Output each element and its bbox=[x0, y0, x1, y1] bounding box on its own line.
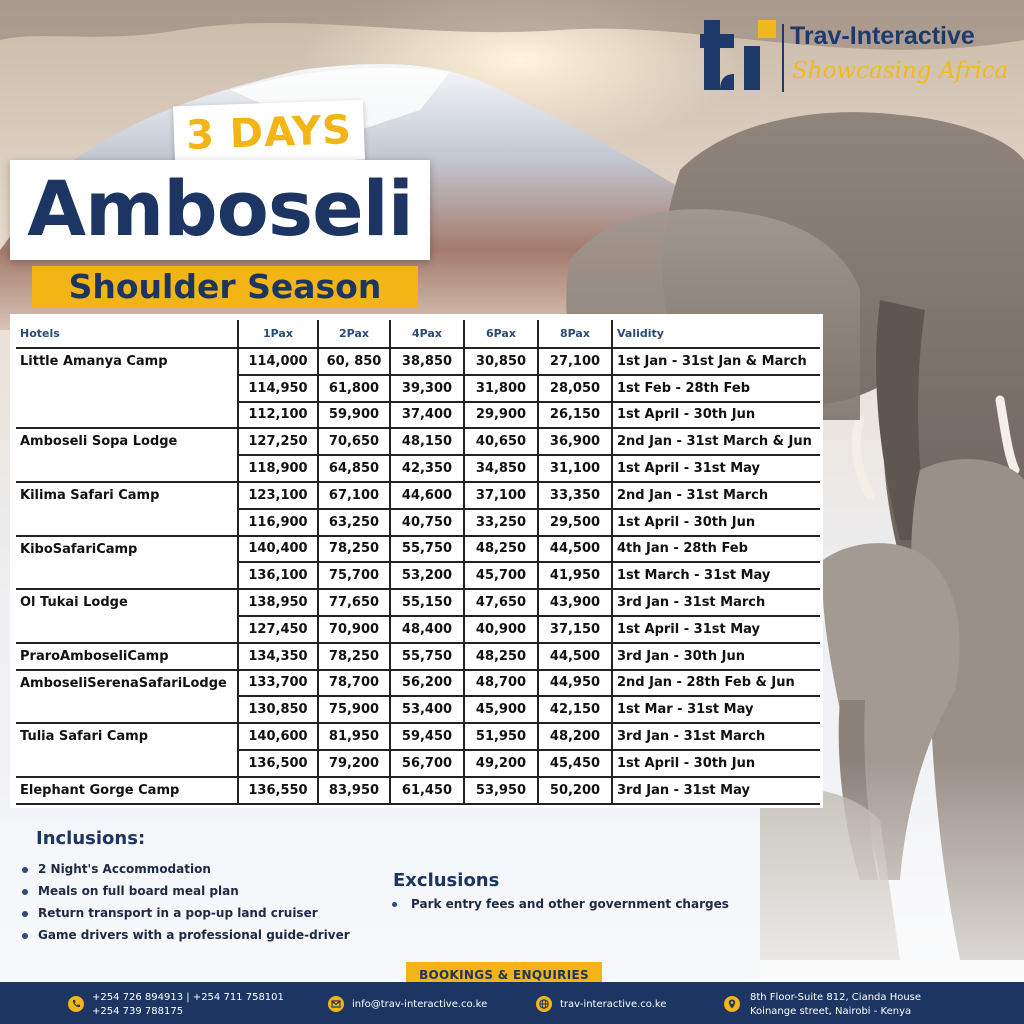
rate-cell-p2: 67,100 bbox=[318, 482, 390, 509]
rate-cell-p1: 127,450 bbox=[238, 616, 318, 643]
rate-cell-p6: 48,250 bbox=[464, 643, 538, 670]
rate-cell-p4: 40,750 bbox=[390, 509, 464, 536]
rate-cell-p8: 31,100 bbox=[538, 455, 612, 482]
rate-cell-p4: 39,300 bbox=[390, 375, 464, 402]
brand-tagline: Showcasing Africa bbox=[792, 58, 1009, 84]
rate-cell-p2: 83,950 bbox=[318, 777, 390, 804]
rate-cell-p8: 29,500 bbox=[538, 509, 612, 536]
rate-cell-p4: 61,450 bbox=[390, 777, 464, 804]
ti-logo-mark bbox=[700, 18, 778, 92]
bullet-icon bbox=[22, 933, 28, 939]
rate-cell-p2: 64,850 bbox=[318, 455, 390, 482]
rate-cell-p8: 43,900 bbox=[538, 589, 612, 616]
website-link[interactable]: trav-interactive.co.ke bbox=[560, 999, 667, 1010]
location-pin-icon bbox=[724, 996, 740, 1012]
rate-cell-p2: 70,650 bbox=[318, 428, 390, 455]
rate-cell-p1: 133,700 bbox=[238, 670, 318, 697]
hotel-name-cell: KiboSafariCamp bbox=[16, 536, 238, 590]
table-row bbox=[16, 589, 820, 616]
season-title: Shoulder Season bbox=[68, 267, 382, 306]
validity-cell: 1st Jan - 31st Jan & March bbox=[612, 348, 820, 375]
exclusion-text: Park entry fees and other government charges bbox=[411, 897, 729, 911]
validity-cell: 1st April - 30th Jun bbox=[612, 402, 820, 429]
rate-cell-p1: 136,100 bbox=[238, 562, 318, 589]
validity-cell: 1st April - 30th Jun bbox=[612, 750, 820, 777]
hotel-name-cell: Ol Tukai Lodge bbox=[16, 589, 238, 643]
address-line1: 8th Floor-Suite 812, Cianda House bbox=[750, 992, 922, 1003]
rate-cell-p6: 53,950 bbox=[464, 777, 538, 804]
rate-cell-p8: 42,150 bbox=[538, 696, 612, 723]
rate-cell-p1: 114,000 bbox=[238, 348, 318, 375]
address-line2: Koinange street, Nairobi - Kenya bbox=[750, 1006, 912, 1017]
email-icon bbox=[328, 996, 344, 1012]
table-row bbox=[16, 777, 820, 804]
validity-cell: 1st March - 31st May bbox=[612, 562, 820, 589]
rate-cell-p8: 41,950 bbox=[538, 562, 612, 589]
validity-cell: 3rd Jan - 30th Jun bbox=[612, 643, 820, 670]
phone-numbers-line1[interactable]: +254 726 894913 | +254 711 758101 bbox=[92, 992, 284, 1003]
rate-cell-p2: 60, 850 bbox=[318, 348, 390, 375]
phone-icon bbox=[68, 996, 84, 1012]
rate-cell-p4: 55,750 bbox=[390, 643, 464, 670]
rate-cell-p8: 48,200 bbox=[538, 723, 612, 750]
rate-cell-p6: 31,800 bbox=[464, 375, 538, 402]
rate-cell-p4: 55,750 bbox=[390, 536, 464, 563]
validity-cell: 3rd Jan - 31st May bbox=[612, 777, 820, 804]
phone-numbers-line2[interactable]: +254 739 788175 bbox=[92, 1006, 184, 1017]
hotel-name-cell: AmboseliSerenaSafariLodge bbox=[16, 670, 238, 724]
rate-cell-p1: 116,900 bbox=[238, 509, 318, 536]
rate-cell-p4: 53,200 bbox=[390, 562, 464, 589]
hotel-name-cell: Tulia Safari Camp bbox=[16, 723, 238, 777]
bullet-icon bbox=[22, 867, 28, 873]
column-header-6pax: 6Pax bbox=[464, 320, 538, 348]
rate-cell-p6: 29,900 bbox=[464, 402, 538, 429]
rate-cell-p4: 53,400 bbox=[390, 696, 464, 723]
rate-cell-p2: 63,250 bbox=[318, 509, 390, 536]
rate-cell-p8: 50,200 bbox=[538, 777, 612, 804]
validity-cell: 2nd Jan - 28th Feb & Jun bbox=[612, 670, 820, 697]
validity-cell: 2nd Jan - 31st March & Jun bbox=[612, 428, 820, 455]
rate-cell-p4: 38,850 bbox=[390, 348, 464, 375]
rate-cell-p2: 78,250 bbox=[318, 643, 390, 670]
bullet-icon bbox=[22, 911, 28, 917]
rate-cell-p6: 48,250 bbox=[464, 536, 538, 563]
email-link[interactable]: info@trav-interactive.co.ke bbox=[352, 999, 488, 1010]
rate-cell-p8: 36,900 bbox=[538, 428, 612, 455]
hotel-name-cell: Little Amanya Camp bbox=[16, 348, 238, 428]
rate-cell-p6: 45,900 bbox=[464, 696, 538, 723]
inclusion-text: Game drivers with a professional guide-driver bbox=[38, 928, 350, 942]
rate-cell-p1: 118,900 bbox=[238, 455, 318, 482]
rate-cell-p8: 33,350 bbox=[538, 482, 612, 509]
rate-cell-p6: 47,650 bbox=[464, 589, 538, 616]
validity-cell: 4th Jan - 28th Feb bbox=[612, 536, 820, 563]
validity-cell: 1st April - 31st May bbox=[612, 455, 820, 482]
table-row bbox=[16, 482, 820, 509]
rate-cell-p8: 44,500 bbox=[538, 643, 612, 670]
inclusions-list bbox=[22, 858, 350, 946]
rate-cell-p6: 37,100 bbox=[464, 482, 538, 509]
rate-cell-p4: 56,200 bbox=[390, 670, 464, 697]
rate-cell-p1: 140,400 bbox=[238, 536, 318, 563]
rate-cell-p6: 48,700 bbox=[464, 670, 538, 697]
rate-cell-p1: 114,950 bbox=[238, 375, 318, 402]
rate-cell-p2: 78,700 bbox=[318, 670, 390, 697]
rate-cell-p6: 51,950 bbox=[464, 723, 538, 750]
rate-cell-p6: 40,900 bbox=[464, 616, 538, 643]
bullet-icon bbox=[22, 889, 28, 895]
rate-cell-p1: 123,100 bbox=[238, 482, 318, 509]
validity-cell: 2nd Jan - 31st March bbox=[612, 482, 820, 509]
rate-cell-p1: 112,100 bbox=[238, 402, 318, 429]
bullet-icon bbox=[392, 902, 397, 907]
column-header-validity: Validity bbox=[612, 320, 820, 348]
validity-cell: 1st Feb - 28th Feb bbox=[612, 375, 820, 402]
rate-cell-p2: 75,900 bbox=[318, 696, 390, 723]
list-item bbox=[22, 858, 350, 880]
rate-cell-p1: 127,250 bbox=[238, 428, 318, 455]
rate-cell-p6: 45,700 bbox=[464, 562, 538, 589]
rate-cell-p2: 77,650 bbox=[318, 589, 390, 616]
rate-cell-p8: 28,050 bbox=[538, 375, 612, 402]
rate-cell-p4: 44,600 bbox=[390, 482, 464, 509]
table-row bbox=[16, 428, 820, 455]
column-header-1pax: 1Pax bbox=[238, 320, 318, 348]
logo-divider bbox=[782, 24, 784, 92]
rate-cell-p6: 33,250 bbox=[464, 509, 538, 536]
rate-cell-p2: 70,900 bbox=[318, 616, 390, 643]
validity-cell: 3rd Jan - 31st March bbox=[612, 723, 820, 750]
rate-cell-p4: 42,350 bbox=[390, 455, 464, 482]
list-item bbox=[22, 924, 350, 946]
rate-cell-p8: 44,500 bbox=[538, 536, 612, 563]
rate-cell-p6: 40,650 bbox=[464, 428, 538, 455]
rate-cell-p4: 37,400 bbox=[390, 402, 464, 429]
duration-badge bbox=[173, 100, 365, 167]
brand-logo bbox=[700, 18, 1009, 98]
list-item bbox=[22, 880, 350, 902]
validity-cell: 1st April - 31st May bbox=[612, 616, 820, 643]
list-item bbox=[392, 895, 729, 913]
rates-table bbox=[16, 320, 820, 805]
rate-cell-p2: 59,900 bbox=[318, 402, 390, 429]
brand-name: Trav-Interactive bbox=[790, 22, 975, 50]
rate-cell-p4: 55,150 bbox=[390, 589, 464, 616]
bookings-label: BOOKINGS & ENQUIRIES bbox=[419, 968, 589, 982]
rate-cell-p8: 27,100 bbox=[538, 348, 612, 375]
rate-cell-p2: 78,250 bbox=[318, 536, 390, 563]
rate-cell-p1: 136,500 bbox=[238, 750, 318, 777]
validity-cell: 1st April - 30th Jun bbox=[612, 509, 820, 536]
inclusions-title: Inclusions: bbox=[36, 828, 146, 849]
rate-cell-p4: 48,150 bbox=[390, 428, 464, 455]
rate-cell-p2: 61,800 bbox=[318, 375, 390, 402]
rate-cell-p1: 140,600 bbox=[238, 723, 318, 750]
rate-cell-p2: 75,700 bbox=[318, 562, 390, 589]
rate-cell-p6: 30,850 bbox=[464, 348, 538, 375]
column-header-8pax: 8Pax bbox=[538, 320, 612, 348]
exclusions-title: Exclusions bbox=[393, 870, 500, 891]
hotel-name-cell: PraroAmboseliCamp bbox=[16, 643, 238, 670]
rate-cell-p6: 49,200 bbox=[464, 750, 538, 777]
hotel-name-cell: Elephant Gorge Camp bbox=[16, 777, 238, 804]
rate-cell-p1: 136,550 bbox=[238, 777, 318, 804]
inclusion-text: Meals on full board meal plan bbox=[38, 884, 239, 898]
destination-banner bbox=[10, 160, 430, 260]
rate-cell-p8: 26,150 bbox=[538, 402, 612, 429]
list-item bbox=[22, 902, 350, 924]
rates-table-body bbox=[16, 348, 820, 804]
destination-title: Amboseli bbox=[27, 164, 413, 253]
inclusion-text: Return transport in a pop-up land cruiser bbox=[38, 906, 318, 920]
rate-cell-p4: 59,450 bbox=[390, 723, 464, 750]
rate-cell-p1: 134,350 bbox=[238, 643, 318, 670]
table-row bbox=[16, 723, 820, 750]
rate-cell-p1: 138,950 bbox=[238, 589, 318, 616]
rate-cell-p1: 130,850 bbox=[238, 696, 318, 723]
hotel-name-cell: Kilima Safari Camp bbox=[16, 482, 238, 536]
table-row bbox=[16, 643, 820, 670]
season-banner bbox=[32, 266, 418, 308]
table-row bbox=[16, 348, 820, 375]
rate-cell-p2: 81,950 bbox=[318, 723, 390, 750]
validity-cell: 3rd Jan - 31st March bbox=[612, 589, 820, 616]
exclusions-list bbox=[392, 895, 729, 913]
column-header-4pax: 4Pax bbox=[390, 320, 464, 348]
duration-text: 3 DAYS bbox=[185, 107, 353, 159]
rates-table-panel bbox=[10, 314, 823, 808]
rate-cell-p4: 48,400 bbox=[390, 616, 464, 643]
rate-cell-p8: 37,150 bbox=[538, 616, 612, 643]
column-header-2pax: 2Pax bbox=[318, 320, 390, 348]
hotel-name-cell: Amboseli Sopa Lodge bbox=[16, 428, 238, 482]
table-row bbox=[16, 536, 820, 563]
table-row bbox=[16, 670, 820, 697]
column-header-hotels: Hotels bbox=[16, 320, 238, 348]
rate-cell-p8: 45,450 bbox=[538, 750, 612, 777]
inclusion-text: 2 Night's Accommodation bbox=[38, 862, 211, 876]
rate-cell-p2: 79,200 bbox=[318, 750, 390, 777]
rate-cell-p4: 56,700 bbox=[390, 750, 464, 777]
table-header-row bbox=[16, 320, 820, 348]
contact-footer bbox=[0, 982, 1024, 1024]
rate-cell-p8: 44,950 bbox=[538, 670, 612, 697]
globe-icon bbox=[536, 996, 552, 1012]
rate-cell-p6: 34,850 bbox=[464, 455, 538, 482]
validity-cell: 1st Mar - 31st May bbox=[612, 696, 820, 723]
